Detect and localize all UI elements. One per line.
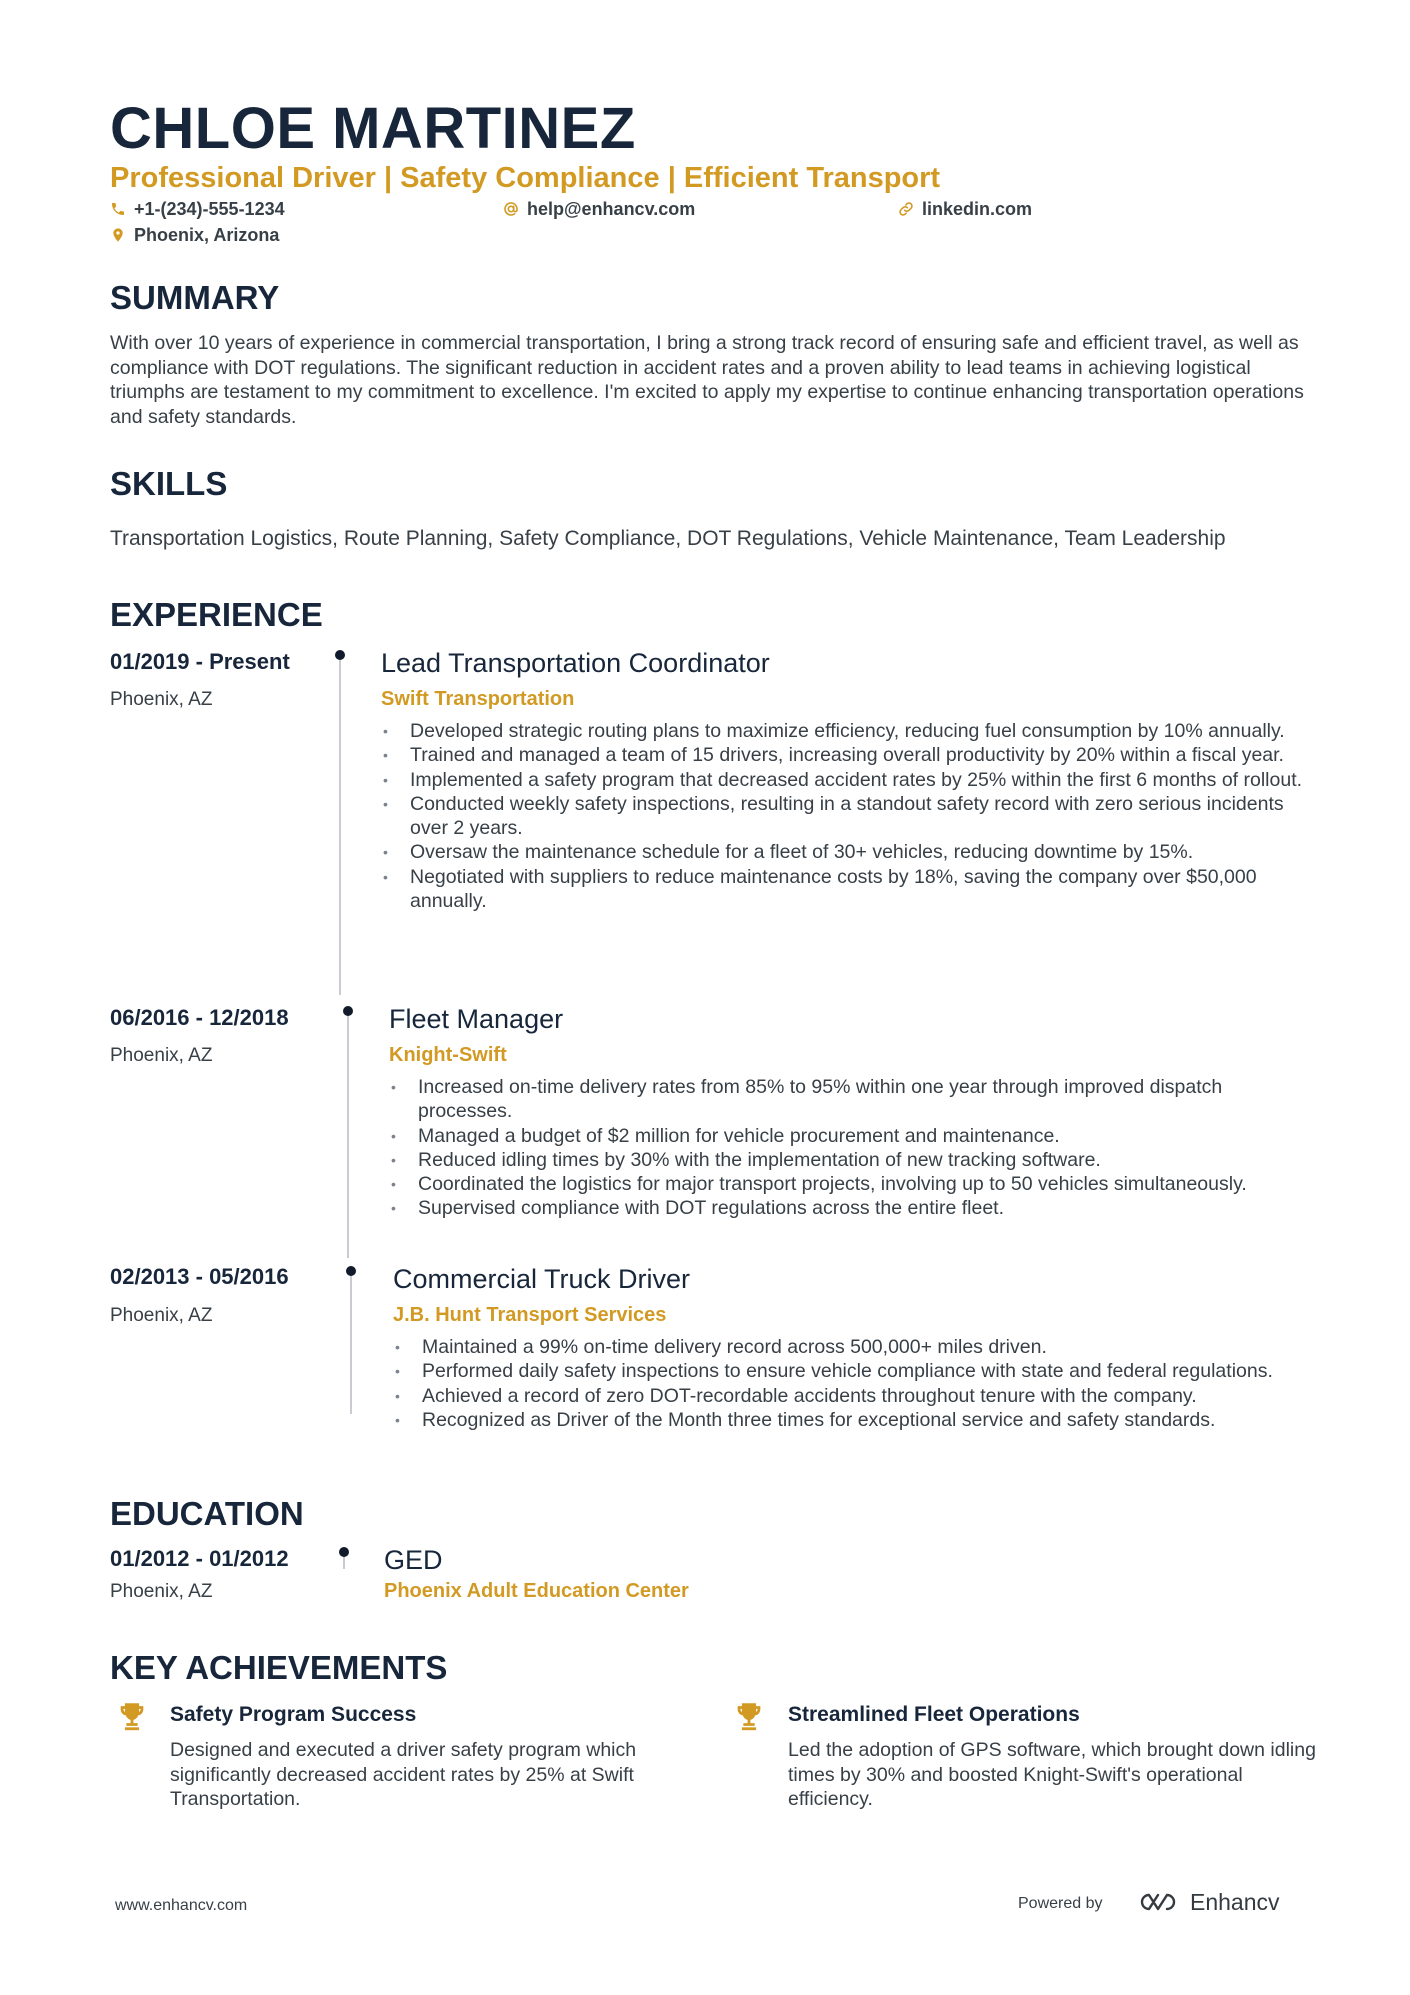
- list-item: • Performed daily safety inspections to ensure vehicle compliance with state and federal regulations.: [393, 1359, 1313, 1383]
- summary-text: With over 10 years of experience in commercial transportation, I bring a strong track record of ensuring safe and efficient travel, as well as compliance with DOT regulations. The significant reduction in accident rates and a proven ability to lead teams in achieving logistical triumphs are testament to my commitment to excellence. I'm excited to apply my expertise to continue enhancing transportation operations and safety standards.: [110, 332, 1304, 428]
- email-text: help@enhancv.com: [527, 199, 696, 219]
- skills-heading: SKILLS: [110, 465, 228, 502]
- list-item: • Recognized as Driver of the Month three times for exceptional service and safety standards.: [393, 1408, 1313, 1432]
- experience-heading: EXPERIENCE: [110, 596, 323, 633]
- achievement-title: Streamlined Fleet Operations: [788, 1703, 1080, 1726]
- job-title: Fleet Manager: [389, 1004, 564, 1034]
- job-dates: 02/2013 - 05/2016: [110, 1264, 289, 1289]
- location-text: Phoenix, Arizona: [134, 225, 280, 245]
- tagline: Professional Driver | Safety Compliance | Efficient Transport: [110, 162, 941, 194]
- timeline-line: [339, 655, 341, 995]
- job-bullets: [389, 1075, 1309, 1221]
- timeline-dot: [343, 1006, 353, 1016]
- enhancv-brand-text: Enhancv: [1190, 1889, 1280, 1915]
- phone-text: +1-(234)-555-1234: [134, 199, 285, 219]
- link-icon: [898, 201, 914, 217]
- list-item: • Implemented a safety program that decreased accident rates by 25% within the first 6 months of rollout.: [381, 768, 1321, 792]
- enhancv-logo-icon: [1138, 1889, 1184, 1915]
- footer-powered-by: Powered by: [1018, 1895, 1103, 1912]
- list-item: • Oversaw the maintenance schedule for a fleet of 30+ vehicles, reducing downtime by 15%.: [381, 840, 1321, 864]
- company-name: J.B. Hunt Transport Services: [393, 1304, 667, 1326]
- list-item: • Coordinated the logistics for major transport projects, involving up to 50 vehicles simultaneously.: [389, 1172, 1309, 1196]
- contact-location: [110, 223, 279, 247]
- job-title: Lead Transportation Coordinator: [381, 648, 770, 678]
- timeline-line: [347, 1012, 349, 1258]
- education-heading: EDUCATION: [110, 1495, 304, 1532]
- job-bullets: [393, 1335, 1313, 1432]
- school-name: Phoenix Adult Education Center: [384, 1580, 689, 1602]
- trophy-icon: [732, 1699, 766, 1738]
- list-item: • Reduced idling times by 30% with the implementation of new tracking software.: [389, 1148, 1309, 1172]
- list-item: • Conducted weekly safety inspections, resulting in a standout safety record with zero serious incidents over 2 years.: [381, 792, 1321, 841]
- achievement-title: Safety Program Success: [170, 1703, 417, 1726]
- candidate-name: CHLOE MARTINEZ: [110, 96, 636, 161]
- timeline-dot: [335, 650, 345, 660]
- contact-phone[interactable]: [110, 197, 285, 221]
- achievement-text: Led the adoption of GPS software, which brought down idling times by 30% and boosted Knight-Swift's operational efficiency.: [788, 1739, 1316, 1810]
- job-bullets: [381, 719, 1321, 913]
- contact-link[interactable]: [898, 197, 1032, 221]
- enhancv-logo[interactable]: [1138, 1887, 1280, 1917]
- achievements-heading: KEY ACHIEVEMENTS: [110, 1649, 448, 1686]
- job-dates: 06/2016 - 12/2018: [110, 1005, 289, 1030]
- timeline-line: [350, 1272, 352, 1414]
- timeline-dot: [339, 1547, 349, 1557]
- education-dates: 01/2012 - 01/2012: [110, 1546, 289, 1571]
- link-text: linkedin.com: [922, 199, 1033, 219]
- achievement-text: Designed and executed a driver safety program which significantly decreased accident rates by 25% at Swift Transportation.: [170, 1739, 637, 1810]
- trophy-icon: [115, 1699, 149, 1738]
- list-item: • Supervised compliance with DOT regulations across the entire fleet.: [389, 1196, 1309, 1220]
- list-item: • Developed strategic routing plans to maximize efficiency, reducing fuel consumption by 10% annually.: [381, 719, 1321, 743]
- list-item: • Managed a budget of $2 million for vehicle procurement and maintenance.: [389, 1124, 1309, 1148]
- job-dates: 01/2019 - Present: [110, 649, 290, 674]
- timeline-dot: [346, 1266, 356, 1276]
- job-location: Phoenix, AZ: [110, 1305, 213, 1326]
- summary-heading: SUMMARY: [110, 279, 280, 316]
- skills-text: Transportation Logistics, Route Planning, Safety Compliance, DOT Regulations, Vehicle Maintenance, Team Leadership: [110, 527, 1226, 550]
- company-name: Swift Transportation: [381, 688, 575, 710]
- list-item: • Achieved a record of zero DOT-recordable accidents throughout tenure with the company.: [393, 1384, 1313, 1408]
- degree: GED: [384, 1545, 443, 1575]
- phone-icon: [110, 201, 126, 217]
- list-item: • Increased on-time delivery rates from 85% to 95% within one year through improved dispatch processes.: [389, 1075, 1309, 1124]
- footer-website[interactable]: www.enhancv.com: [115, 1897, 248, 1914]
- company-name: Knight-Swift: [389, 1044, 507, 1066]
- list-item: • Maintained a 99% on-time delivery record across 500,000+ miles driven.: [393, 1335, 1313, 1359]
- list-item: • Trained and managed a team of 15 drivers, increasing overall productivity by 20% within a fiscal year.: [381, 743, 1321, 767]
- job-title: Commercial Truck Driver: [393, 1264, 691, 1294]
- list-item: • Negotiated with suppliers to reduce maintenance costs by 18%, saving the company over $50,000 annually.: [381, 865, 1321, 914]
- at-sign-icon: [503, 201, 519, 217]
- education-location: Phoenix, AZ: [110, 1581, 213, 1602]
- job-location: Phoenix, AZ: [110, 1045, 213, 1066]
- contact-email[interactable]: [503, 197, 695, 221]
- job-location: Phoenix, AZ: [110, 689, 213, 710]
- location-pin-icon: [110, 227, 126, 243]
